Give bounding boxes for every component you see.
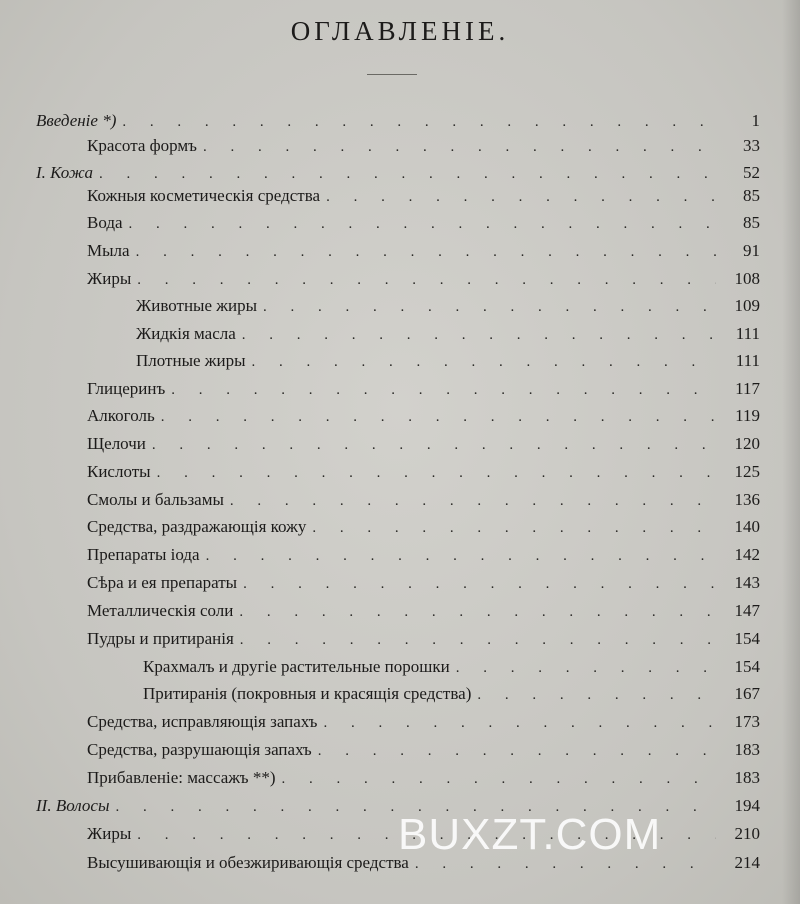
toc-entry-page: 154: [734, 657, 760, 676]
toc-entry-page: 173: [734, 712, 760, 731]
toc-entry: [143, 681, 760, 707]
leader-dots: [171, 377, 716, 403]
toc-entry-page: 136: [734, 490, 760, 509]
toc-entry: [87, 709, 760, 735]
toc-entry-page: 52: [743, 163, 760, 182]
toc-entry-title: Жиры: [87, 824, 132, 843]
toc-entry-title: Средства, исправляющiя запахъ: [87, 712, 318, 731]
leader-dots: [252, 349, 716, 375]
toc-entry-title: Крахмалъ и другiе растительные порошки: [143, 657, 450, 676]
toc-entry-title: Животные жиры: [136, 296, 258, 315]
leader-dots: [318, 738, 716, 764]
leader-dots: [282, 766, 717, 792]
toc-entry-page: 111: [735, 351, 760, 370]
toc-entry-page: 194: [734, 796, 760, 815]
toc-entry-title: Алкоголь: [87, 406, 155, 425]
leader-dots: [137, 267, 716, 293]
leader-dots: [230, 488, 716, 514]
leader-dots: [152, 432, 716, 458]
toc-entry-title: Вода: [87, 213, 123, 232]
toc-entry-page: 210: [734, 824, 760, 843]
toc-entry-page: 142: [734, 545, 760, 564]
leader-dots: [206, 543, 716, 569]
toc-entry-title: Смолы и бальзамы: [87, 490, 224, 509]
leader-dots: [323, 710, 716, 736]
toc-entry: [143, 654, 760, 680]
toc-entry-title: Препараты iода: [87, 545, 200, 564]
toc-entry: [87, 737, 760, 763]
page-edge-shadow: [782, 0, 800, 904]
toc-entry-title: Притиранiя (покровныя и красящiя средства): [143, 684, 472, 703]
toc-entry-title: Пудры и притиранiя: [87, 629, 234, 648]
toc-entry-title: Кислоты: [87, 462, 151, 481]
leader-dots: [240, 627, 716, 653]
toc-entry: [87, 459, 760, 485]
toc-entry-page: 147: [734, 601, 760, 620]
toc-entry-title: Плотные жиры: [136, 351, 246, 370]
toc-entry-page: 33: [743, 136, 760, 155]
toc-entry-title: II. Волосы: [36, 796, 110, 815]
toc-entry-page: 109: [734, 296, 760, 315]
leader-dots: [326, 184, 716, 210]
toc-entry-title: Прибавленiе: массажъ **): [87, 768, 276, 787]
toc-entry-title: Щелочи: [87, 434, 146, 453]
toc-entry: [87, 487, 760, 513]
leader-dots: [477, 682, 716, 708]
toc-entry-title: Сѣра и ея препараты: [87, 573, 238, 592]
toc-entry-title: Средства, раздражающiя кожу: [87, 517, 307, 536]
page-title: ОГЛАВЛЕНIЕ.: [290, 16, 510, 46]
toc-entry-title: Глицеринъ: [87, 379, 166, 398]
toc-entry: [87, 266, 760, 292]
toc-entry-title: Жидкiя масла: [136, 324, 236, 343]
toc-entry: [87, 238, 760, 264]
toc-entry-page: 214: [734, 853, 760, 872]
leader-dots: [157, 460, 716, 486]
toc-entry-page: 140: [734, 517, 760, 536]
toc-entry: [87, 183, 760, 209]
toc-entry-title: Кожныя косметическiя средства: [87, 186, 321, 205]
toc-entry: [87, 542, 760, 568]
toc-entry-title: Высушивающiя и обезжиривающiя средства: [87, 853, 409, 872]
toc-entry: [136, 293, 760, 319]
toc-entry: [87, 133, 760, 159]
toc-entry-page: 183: [734, 740, 760, 759]
leader-dots: [456, 655, 716, 681]
toc-entry-page: 183: [734, 768, 760, 787]
leader-dots: [242, 322, 716, 348]
leader-dots: [136, 239, 716, 265]
toc-entry-title: Металлическiя соли: [87, 601, 234, 620]
toc-entry-title: I. Кожа: [36, 163, 93, 182]
toc-entry-page: 1: [751, 111, 760, 130]
toc-entry-page: 143: [734, 573, 760, 592]
toc-entry: [87, 376, 760, 402]
toc-entry-page: 108: [734, 269, 760, 288]
toc-entry-title: Красота формъ: [87, 136, 197, 155]
toc-entry-page: 85: [743, 213, 760, 232]
title-divider: [367, 74, 417, 75]
toc-entry: [87, 570, 760, 596]
toc-entry: [87, 403, 760, 429]
toc-entry-page: 120: [734, 434, 760, 453]
toc-entry-page: 117: [735, 379, 760, 398]
toc-entry: [87, 765, 760, 791]
leader-dots: [161, 404, 716, 430]
leader-dots: [312, 515, 716, 541]
toc-entry: [87, 210, 760, 236]
toc-entry-page: 91: [743, 241, 760, 260]
toc-entry-page: 167: [734, 684, 760, 703]
toc-entry-title: Мыла: [87, 241, 130, 260]
toc-entry: [87, 626, 760, 652]
watermark: BUXZT.COM: [398, 810, 662, 859]
toc-entry-title: Жиры: [87, 269, 132, 288]
toc-entry: [87, 431, 760, 457]
leader-dots: [263, 294, 716, 320]
toc-entry-page: 85: [743, 186, 760, 205]
toc-entry-page: 119: [735, 406, 760, 425]
toc-entry: [136, 348, 760, 374]
toc-entry-title: Введенiе *): [36, 111, 117, 130]
toc-entry: [87, 514, 760, 540]
leader-dots: [243, 571, 716, 597]
toc-entry: [36, 108, 760, 134]
leader-dots: [122, 109, 716, 135]
toc-entry-title: Средства, разрушающiя запахъ: [87, 740, 312, 759]
toc-entry: [87, 598, 760, 624]
leader-dots: [129, 211, 716, 237]
leader-dots: [203, 134, 716, 160]
leader-dots: [239, 599, 716, 625]
toc-entry-page: 154: [734, 629, 760, 648]
toc-entry: [136, 321, 760, 347]
toc-entry-page: 111: [735, 324, 760, 343]
toc-entry-page: 125: [734, 462, 760, 481]
